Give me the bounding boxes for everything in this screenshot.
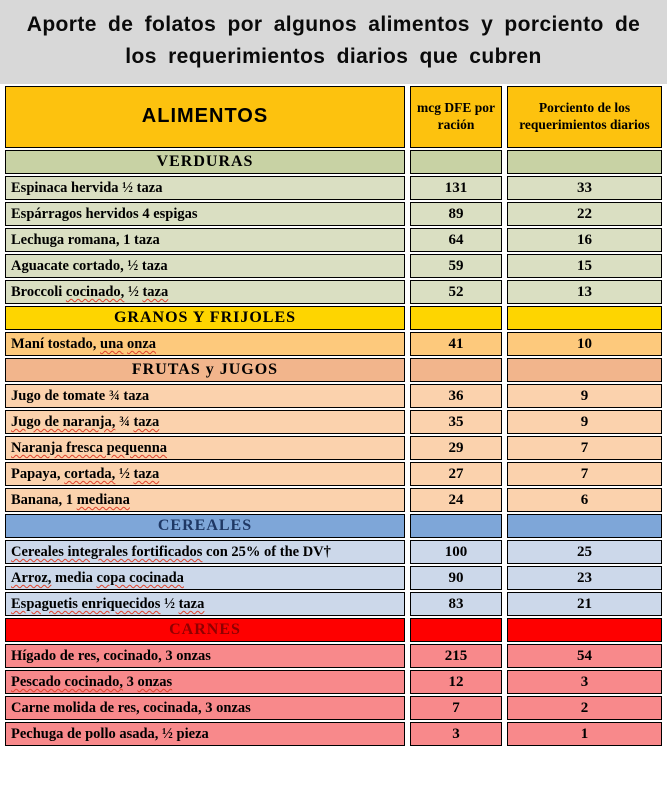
table-row [5,644,662,668]
food-label-cell [5,254,405,278]
food-label-segment: Espárragos hervidos 4 espigas [11,205,198,222]
mcg-value-cell: 100 [410,540,502,564]
food-label-segment: Arroz, [11,569,52,586]
food-label-segment: con 25% of the DV† [202,543,331,560]
food-label-segment: Pescado cocinado, [11,673,123,690]
section-empty-cell [410,358,502,382]
mcg-value-cell: 89 [410,202,502,226]
food-label-segment: Lechuga romana, 1 taza [11,231,160,248]
section-header-row [5,150,662,174]
food-label-segment: Carne molida de res, cocinada, 3 onzas [11,699,251,716]
percent-value-cell: 16 [507,228,662,252]
mcg-value-cell: 24 [410,488,502,512]
food-label-cell [5,592,405,616]
food-label-cell [5,384,405,408]
food-label-segment: Maní tostado, [11,335,101,352]
section-empty-cell [507,514,662,538]
section-header-row [5,618,662,642]
mcg-value-cell: 52 [410,280,502,304]
section-title: CEREALES [5,514,405,538]
percent-value-cell: 6 [507,488,662,512]
mcg-value-cell: 3 [410,722,502,746]
percent-value-cell: 7 [507,462,662,486]
table-row [5,332,662,356]
section-empty-cell [410,514,502,538]
mcg-value-cell: 29 [410,436,502,460]
food-label-segment: onza [127,335,157,352]
table-body [5,150,662,746]
food-label-segment: Papaya, [11,465,65,482]
percent-value-cell: 2 [507,696,662,720]
percent-value-cell: 13 [507,280,662,304]
food-label-cell [5,566,405,590]
table-row [5,384,662,408]
food-label-cell [5,202,405,226]
food-label-cell [5,332,405,356]
food-label-segment: copa cocinada [96,569,184,586]
mcg-value-cell: 83 [410,592,502,616]
food-label-cell [5,540,405,564]
table-row [5,566,662,590]
column-header-alimentos: ALIMENTOS [5,86,405,148]
table-row [5,176,662,200]
food-label-segment: Cereales integrales fortificados [11,543,203,560]
food-label-cell [5,722,405,746]
food-label-segment: Espaguetis enriquecidos [11,595,161,612]
food-label-segment: media [51,569,97,586]
food-label-cell [5,410,405,434]
mcg-value-cell: 27 [410,462,502,486]
food-label-segment: cocinado, [65,283,125,300]
food-label-segment: ¾ [115,413,134,430]
food-label-segment: taza [142,283,169,300]
percent-value-cell: 3 [507,670,662,694]
food-label-cell [5,176,405,200]
percent-value-cell: 33 [507,176,662,200]
food-label-cell [5,462,405,486]
food-label-segment: ½ [115,465,134,482]
table-row [5,722,662,746]
percent-value-cell: 23 [507,566,662,590]
food-label-segment: Pechuga de pollo asada, ½ pieza [11,725,209,742]
percent-value-cell: 1 [507,722,662,746]
food-label-segment: Espinaca hervida ½ taza [11,179,163,196]
food-label-segment: ½ [160,595,179,612]
section-title: VERDURAS [5,150,405,174]
food-label-cell [5,228,405,252]
food-label-segment: Naranja fresca pequenna [11,439,168,456]
percent-value-cell: 9 [507,410,662,434]
column-header-porciento: Porciento de los requerimientos diarios [507,86,662,148]
percent-value-cell: 9 [507,384,662,408]
food-label-segment: 3 [122,673,138,690]
table-row [5,540,662,564]
section-empty-cell [507,618,662,642]
percent-value-cell: 22 [507,202,662,226]
section-empty-cell [410,618,502,642]
table-row [5,254,662,278]
mcg-value-cell: 64 [410,228,502,252]
mcg-value-cell: 215 [410,644,502,668]
percent-value-cell: 15 [507,254,662,278]
mcg-value-cell: 41 [410,332,502,356]
percent-value-cell: 7 [507,436,662,460]
food-label-segment: taza [178,595,205,612]
mcg-value-cell: 59 [410,254,502,278]
table-row [5,410,662,434]
percent-value-cell: 10 [507,332,662,356]
food-label-segment: Jugo de tomate ¾ taza [11,387,150,404]
percent-value-cell: 21 [507,592,662,616]
table-header-row [5,86,662,148]
food-label-segment: Broccoli [11,283,66,300]
food-label-segment: taza [133,465,160,482]
section-empty-cell [410,150,502,174]
section-header-row [5,306,662,330]
mcg-value-cell: 90 [410,566,502,590]
section-title: CARNES [5,618,405,642]
food-label-segment: Aguacate cortado, ½ taza [11,257,168,274]
section-header-row [5,514,662,538]
food-label-segment: Jugo de naranja, [11,413,116,430]
folate-table [0,84,667,748]
table-row [5,670,662,694]
table-row [5,488,662,512]
food-label-segment: ½ [124,283,143,300]
mcg-value-cell: 7 [410,696,502,720]
food-label-segment: Hígado de res, cocinado, 3 onzas [11,647,211,664]
page-title: Aporte de folatos por algunos alimentos y porciento de los requerimientos diarios que cubren [0,0,667,84]
food-label-segment: cortada, [64,465,116,482]
table-row [5,436,662,460]
table-row [5,280,662,304]
food-label-cell [5,436,405,460]
food-label-cell [5,696,405,720]
food-label-segment: Banana, 1 [11,491,77,508]
section-empty-cell [507,306,662,330]
mcg-value-cell: 12 [410,670,502,694]
food-label-segment: mediana [76,491,130,508]
food-label-cell [5,280,405,304]
percent-value-cell: 25 [507,540,662,564]
mcg-value-cell: 36 [410,384,502,408]
mcg-value-cell: 131 [410,176,502,200]
section-header-row [5,358,662,382]
section-title: GRANOS Y FRIJOLES [5,306,405,330]
section-empty-cell [507,358,662,382]
section-empty-cell [410,306,502,330]
column-header-mcg-dfe: mcg DFE por ración [410,86,502,148]
section-empty-cell [507,150,662,174]
food-label-segment: una [100,335,124,352]
percent-value-cell: 54 [507,644,662,668]
table-row [5,696,662,720]
table-row [5,202,662,226]
table-row [5,592,662,616]
table-row [5,228,662,252]
food-label-segment: taza [133,413,160,430]
section-title: FRUTAS y JUGOS [5,358,405,382]
food-label-cell [5,644,405,668]
food-label-cell [5,488,405,512]
mcg-value-cell: 35 [410,410,502,434]
food-label-cell [5,670,405,694]
food-label-segment: onzas [137,673,173,690]
table-row [5,462,662,486]
